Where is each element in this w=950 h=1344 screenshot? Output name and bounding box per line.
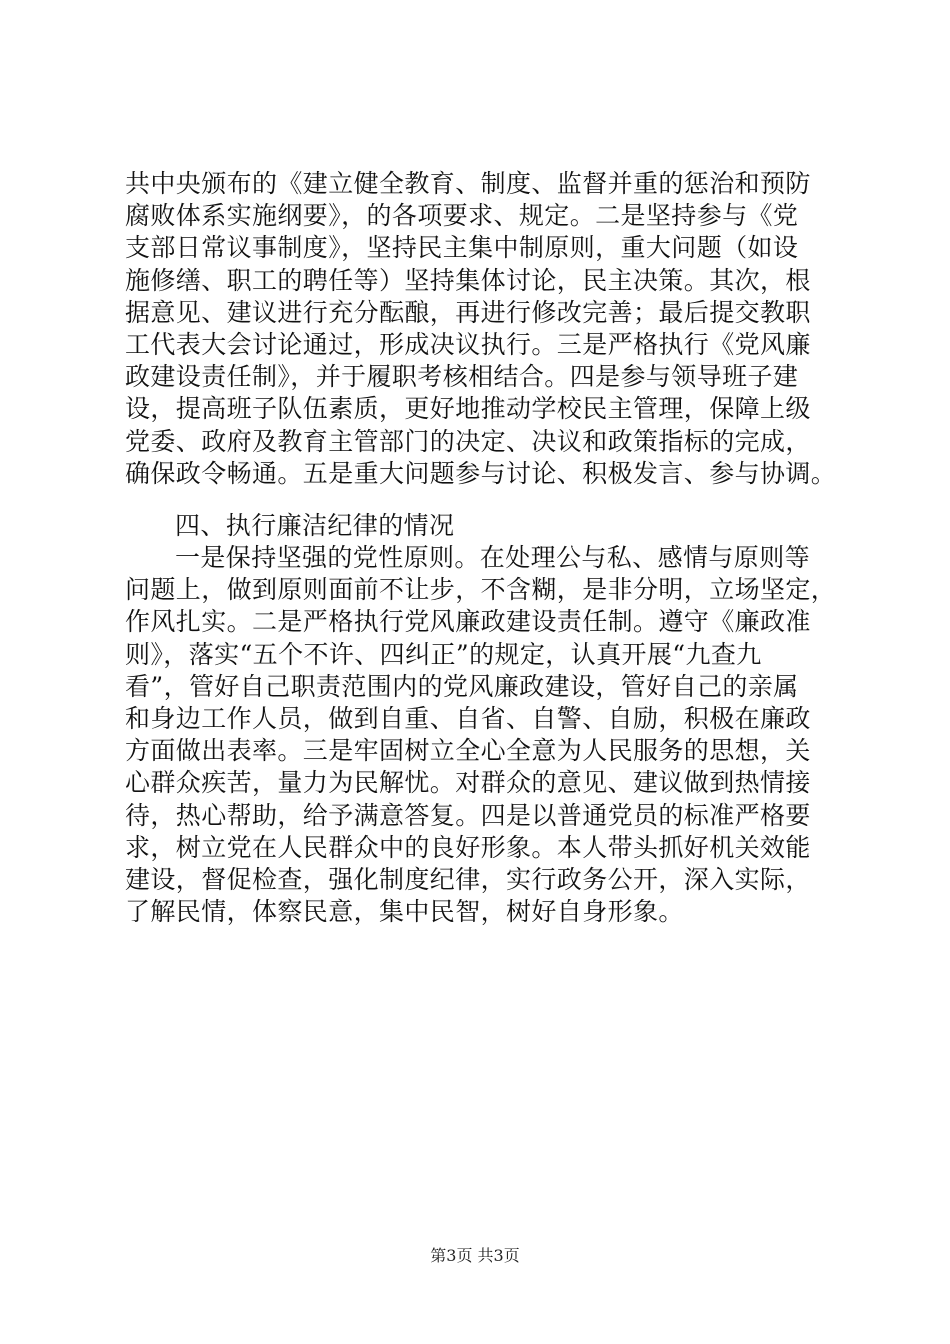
- text-line: 待，热心帮助，给予满意答复。四是以普通党员的标准严格要: [125, 800, 811, 830]
- text-line: 确保政令畅通。五是重大问题参与讨论、积极发言、参与协调。: [125, 458, 837, 488]
- text-line: 问题上，做到原则面前不让步，不含糊，是非分明，立场坚定，: [125, 575, 837, 605]
- section-heading: 四、执行廉洁纪律的情况: [175, 510, 455, 540]
- text-line: 了解民情，体察民意，集中民智，树好自身形象。: [125, 897, 684, 927]
- text-line: 求，树立党在人民群众中的良好形象。本人带头抓好机关效能: [125, 832, 811, 862]
- text-line: 工代表大会讨论通过，形成决议执行。三是严格执行《党风廉: [125, 329, 811, 359]
- text-line: 看”，管好自己职责范围内的党风廉政建设，管好自己的亲属: [125, 671, 799, 701]
- text-line: 则》，落实“五个不许、四纠正”的规定，认真开展“九查九: [125, 639, 762, 669]
- text-line: 方面做出表率。三是牢固树立全心全意为人民服务的思想，关: [125, 736, 811, 766]
- paragraph-4: [125, 542, 837, 928]
- text-line: 心群众疾苦，量力为民解忧。对群众的意见、建议做到热情接: [125, 768, 811, 798]
- page-number-footer: 第3页 共3页: [430, 1246, 520, 1265]
- text-line: 作风扎实。二是严格执行党风廉政建设责任制。遵守《廉政准: [125, 607, 811, 637]
- text-line: 政建设责任制》，并于履职考核相结合。四是参与领导班子建: [125, 362, 799, 392]
- paragraph-3-continuation: [125, 168, 837, 490]
- text-line: 据意见、建议进行充分酝酿，再进行修改完善；最后提交教职: [125, 297, 811, 327]
- text-line: 一是保持坚强的党性原则。在处理公与私、感情与原则等: [175, 543, 811, 573]
- text-line: 施修缮、职工的聘任等）坚持集体讨论，民主决策。其次，根: [125, 265, 811, 295]
- text-line: 和身边工作人员，做到自重、自省、自警、自励，积极在廉政: [125, 704, 811, 733]
- text-line: 党委、政府及教育主管部门的决定、决议和政策指标的完成，: [125, 426, 811, 456]
- text-line: 支部日常议事制度》，坚持民主集中制原则，重大问题（如设: [125, 233, 799, 263]
- text-line: 腐败体系实施纲要》，的各项要求、规定。二是坚持参与《党: [125, 201, 799, 231]
- text-line: 设，提高班子队伍素质，更好地推动学校民主管理，保障上级: [125, 394, 811, 424]
- text-line: 共中央颁布的《建立健全教育、制度、监督并重的惩治和预防: [125, 169, 811, 198]
- paragraph-spacer: [125, 490, 825, 510]
- text-line: 建设，督促检查，强化制度纪律，实行政务公开，深入实际，: [125, 864, 811, 894]
- document-body: [125, 168, 837, 928]
